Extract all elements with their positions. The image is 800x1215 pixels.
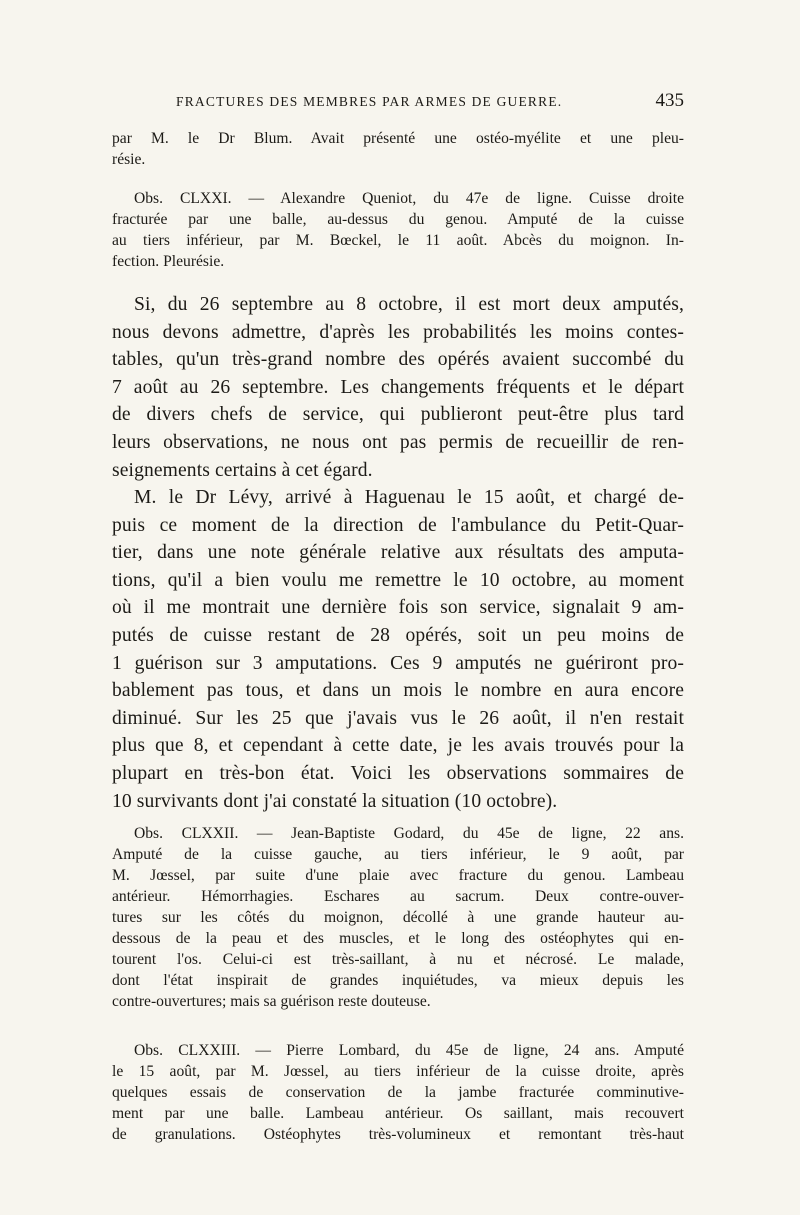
text-line: au tiers inférieur, par M. Bœckel, le 11 août. Abcès du moignon. In- — [112, 232, 684, 249]
observation-clxxii — [112, 823, 684, 1012]
text-line: dont l'état inspirait de grandes inquiétudes, va mieux depuis les — [112, 972, 684, 989]
text-line: Obs. CLXXI. — Alexandre Queniot, du 47e de ligne. Cuisse droite — [134, 190, 684, 207]
text-line: plus que 8, et cependant à cette date, je les avais trouvés pour la — [112, 735, 684, 757]
observation-clxxiii — [112, 1040, 684, 1145]
text-line: contre-ouvertures; mais sa guérison reste douteuse. — [112, 993, 431, 1010]
text-line: Amputé de la cuisse gauche, au tiers inférieur, le 9 août, par — [112, 846, 684, 863]
text-line: fracturée par une balle, au-dessus du genou. Amputé de la cuisse — [112, 211, 684, 228]
text-line: de divers chefs de service, qui publieront peut-être plus tard — [112, 404, 684, 426]
text-line: Obs. CLXXIII. — Pierre Lombard, du 45e de ligne, 24 ans. Amputé — [134, 1042, 684, 1059]
text-line: le 15 août, par M. Jœssel, au tiers inférieur de la cuisse droite, après — [112, 1063, 684, 1080]
text-line: diminué. Sur les 25 que j'avais vus le 26 août, il n'en restait — [112, 707, 684, 729]
text-line: 1 guérison sur 3 amputations. Ces 9 amputés ne guériront pro- — [112, 652, 684, 674]
text-line: bablement pas tous, et dans un mois le nombre en aura encore — [112, 680, 684, 702]
text-line: M. le Dr Lévy, arrivé à Haguenau le 15 août, et chargé de- — [134, 487, 684, 508]
text-line: 10 survivants dont j'ai constaté la situation (10 octobre). — [112, 790, 558, 812]
text-line: nous devons admettre, d'après les probabilités les moins contes- — [112, 321, 684, 343]
text-line: plupart en très-bon état. Voici les observations sommaires de — [112, 762, 684, 784]
paragraph-blum — [112, 128, 684, 170]
running-title: FRACTURES DES MEMBRES PAR ARMES DE GUERRE. — [176, 94, 563, 109]
text-line: tables, qu'un très-grand nombre des opérés avaient succombé du — [112, 349, 684, 371]
text-line: fection. Pleurésie. — [112, 253, 225, 270]
observation-clxxi — [112, 188, 684, 272]
text-line: antérieur. Hémorrhagies. Eschares au sacrum. Deux contre-ouver- — [112, 888, 684, 905]
text-line: ment par une balle. Lambeau antérieur. Os saillant, mais recouvert — [112, 1105, 684, 1122]
text-line: Si, du 26 septembre au 8 octobre, il est mort deux amputés, — [134, 294, 684, 315]
text-line: tier, dans une note générale relative aux résultats des amputa- — [112, 542, 684, 564]
text-line: résie. — [112, 151, 146, 168]
text-line: tions, qu'il a bien voulu me remettre le 10 octobre, au moment — [112, 569, 684, 591]
text-line: seignements certains à cet égard. — [112, 459, 373, 481]
text-line: de granulations. Ostéophytes très-volumineux et remontant très-haut — [112, 1126, 684, 1143]
text-line: quelques essais de conservation de la jambe fracturée comminutive- — [112, 1084, 684, 1101]
paragraph-levy — [112, 484, 684, 815]
text-line: par M. le Dr Blum. Avait présenté une ostéo-myélite et une pleu- — [112, 130, 684, 147]
text-line: leurs observations, ne nous ont pas permis de recueillir de ren- — [112, 431, 684, 453]
text-line: dessous de la peau et des muscles, et le long des ostéophytes qui en- — [112, 930, 684, 947]
text-line: putés de cuisse restant de 28 opérés, soit un peu moins de — [112, 624, 684, 646]
text-line: Obs. CLXXII. — Jean-Baptiste Godard, du 45e de ligne, 22 ans. — [134, 825, 684, 842]
text-line: 7 août au 26 septembre. Les changements fréquents et le départ — [112, 376, 684, 398]
page-number: 435 — [655, 90, 684, 111]
text-line: où il me montrait une dernière fois son service, signalait 9 am- — [112, 597, 684, 619]
text-line: M. Jœssel, par suite d'une plaie avec fracture du genou. Lambeau — [112, 867, 684, 884]
paragraph-deaths — [112, 291, 684, 484]
text-line: puis ce moment de la direction de l'ambulance du Petit-Quar- — [112, 514, 684, 536]
text-line: tourent l'os. Celui-ci est très-saillant, à nu et nécrosé. Le malade, — [112, 951, 684, 968]
text-line: tures sur les côtés du moignon, décollé à une grande hauteur au- — [112, 909, 684, 926]
page-header — [110, 90, 684, 116]
